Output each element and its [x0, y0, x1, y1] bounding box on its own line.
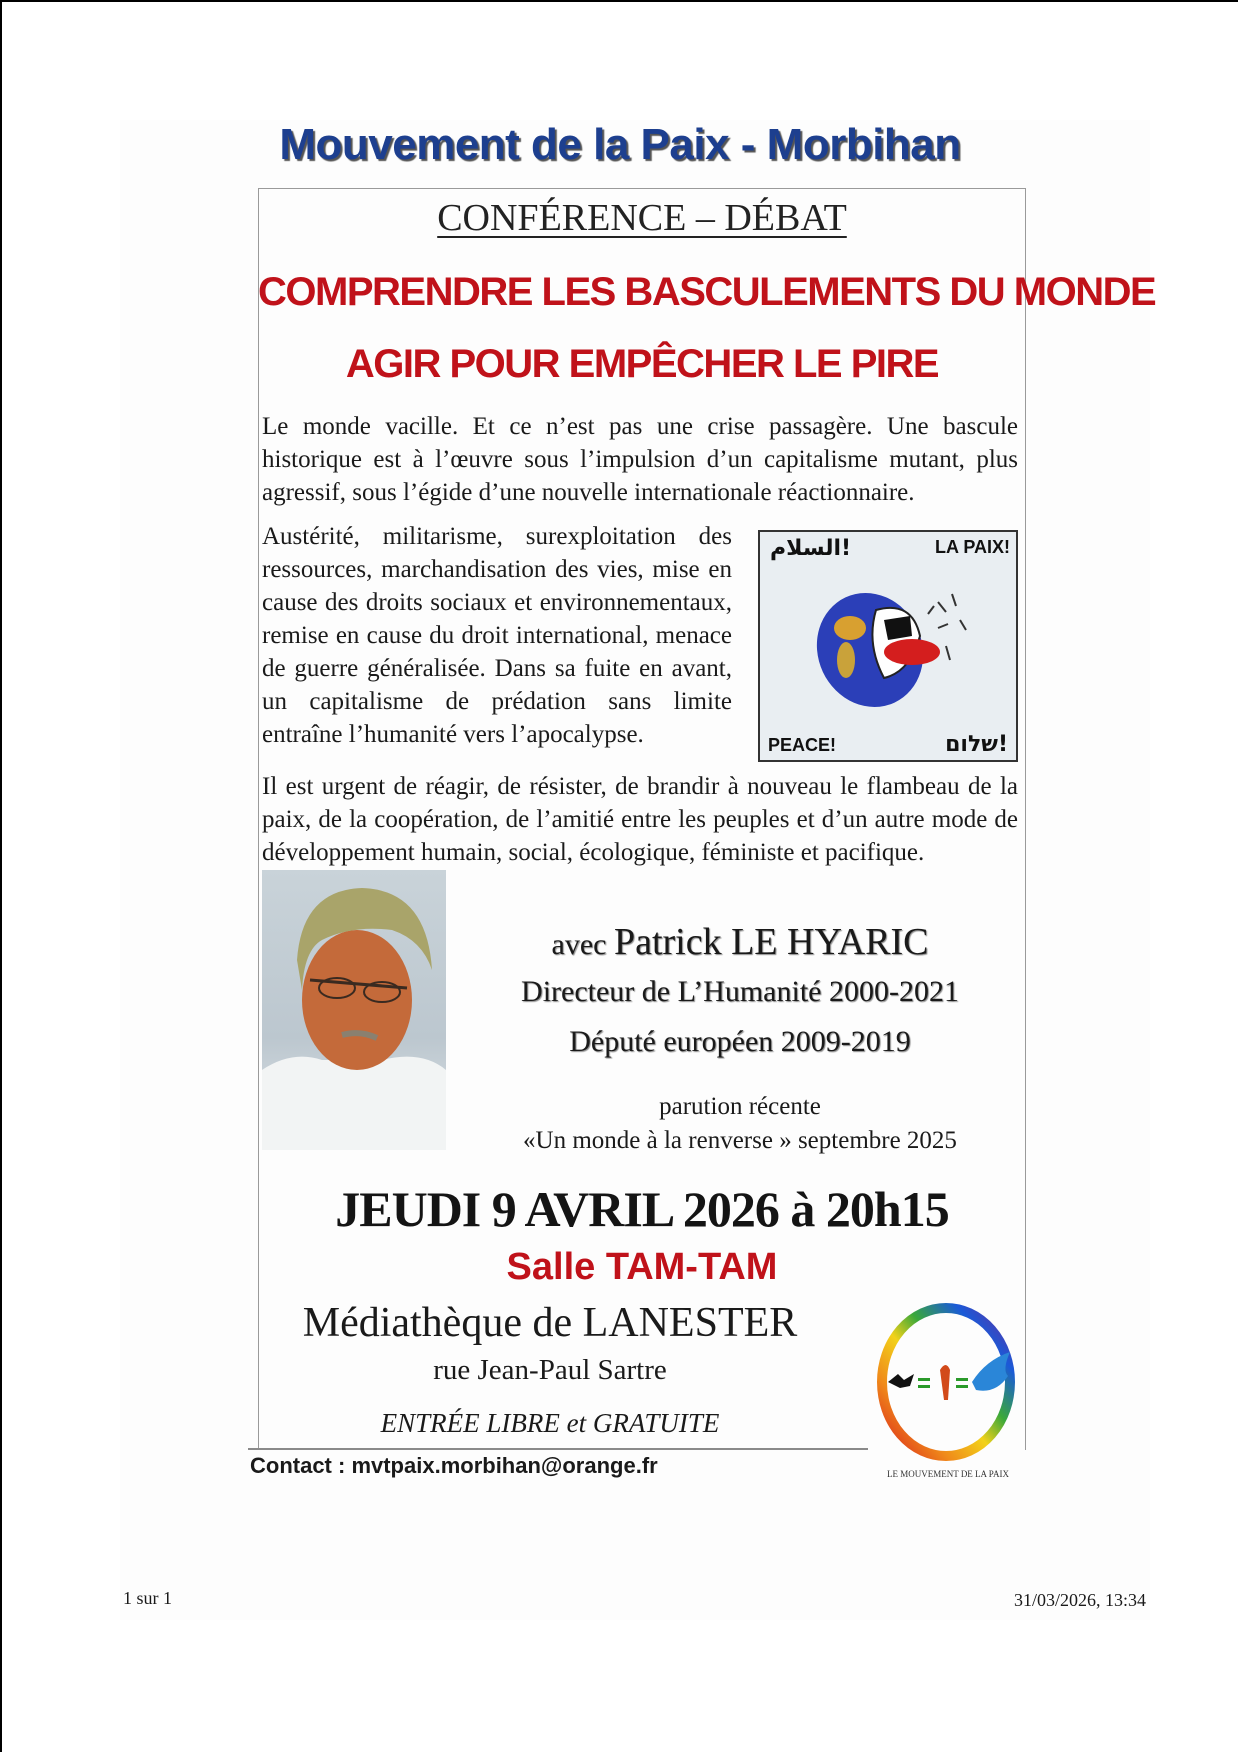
peace-cartoon-image	[758, 530, 1018, 762]
event-date-time: JEUDI 9 AVRIL 2026 à 20h15	[335, 1181, 949, 1237]
print-timestamp: 31/03/2026, 13:34	[1013, 1590, 1146, 1610]
intro-paragraph: Le monde vacille. Et ce n’est pas une crise passagère. Une bascule historique est à l’œuvre sous l’impulsion d’un capitalisme mutant, plus agressif, sous l’égide d’une nouvelle internationale réactionnaire.	[262, 413, 1018, 506]
main-title-line2: AGIR POUR EMPÊCHER LE PIRE	[345, 342, 939, 386]
cartoon-label-hebrew: שלום!	[945, 732, 1008, 757]
cartoon-label-french: LA PAIX!	[935, 537, 1010, 557]
cartoon-label-english: PEACE!	[768, 735, 837, 755]
organization-title: Mouvement de la Paix - Morbihan	[279, 120, 961, 169]
main-title-line1: COMPRENDRE LES BASCULEMENTS DU MONDE	[258, 270, 1156, 314]
speaker-prefix: avec	[551, 928, 607, 961]
call-to-action-paragraph: Il est urgent de réagir, de résister, de brandir à nouveau le flambeau de la paix, de la coopération, de l’amitié entre les peuples et d’un autre mode de développement humain, social, écologique, féministe et pacifique.	[262, 773, 1018, 866]
event-venue: Médiathèque de LANESTER	[302, 1300, 798, 1346]
speaker-name: Patrick LE HYARIC	[613, 921, 929, 963]
speaker-photo	[262, 870, 446, 1150]
contact-email[interactable]: Contact : mvtpaix.morbihan@orange.fr	[250, 1453, 658, 1478]
admission-info: ENTRÉE LIBRE et GRATUITE	[380, 1408, 720, 1438]
mouvement-de-la-paix-logo	[868, 1290, 1028, 1490]
cartoon-label-arabic: السلام!	[770, 536, 852, 561]
earth-mouth-illustration	[760, 532, 1016, 760]
speaker-intro	[470, 920, 1010, 964]
publication-label: parution récente	[659, 1093, 821, 1120]
event-street: rue Jean-Paul Sartre	[433, 1354, 667, 1386]
speaker-portrait	[262, 870, 446, 1150]
speaker-role-2: Député européen 2009-2019	[569, 1025, 911, 1058]
rainbow-ring-logo	[868, 1290, 1028, 1466]
logo-caption: LE MOUVEMENT DE LA PAIX	[886, 1469, 1009, 1479]
publication-title: «Un monde à la renverse » septembre 2025	[523, 1127, 957, 1154]
issues-paragraph: Austérité, militarisme, surexploitation des ressources, marchandisation des vies, mise en cause des droits sociaux et environnementaux, remise en cause du droit international, menace de guerre généralisée. Dans sa fuite en avant, un capitalisme de prédation sans limite entraîne l’humanité vers l’apocalypse.	[262, 523, 732, 748]
event-type-heading: CONFÉRENCE – DÉBAT	[437, 197, 847, 239]
speaker-role-1: Directeur de L’Humanité 2000-2021	[521, 975, 959, 1008]
print-page-count: 1 sur 1	[123, 1588, 172, 1608]
event-room: Salle TAM-TAM	[506, 1246, 778, 1288]
flyer-border-bottom	[248, 1448, 868, 1450]
